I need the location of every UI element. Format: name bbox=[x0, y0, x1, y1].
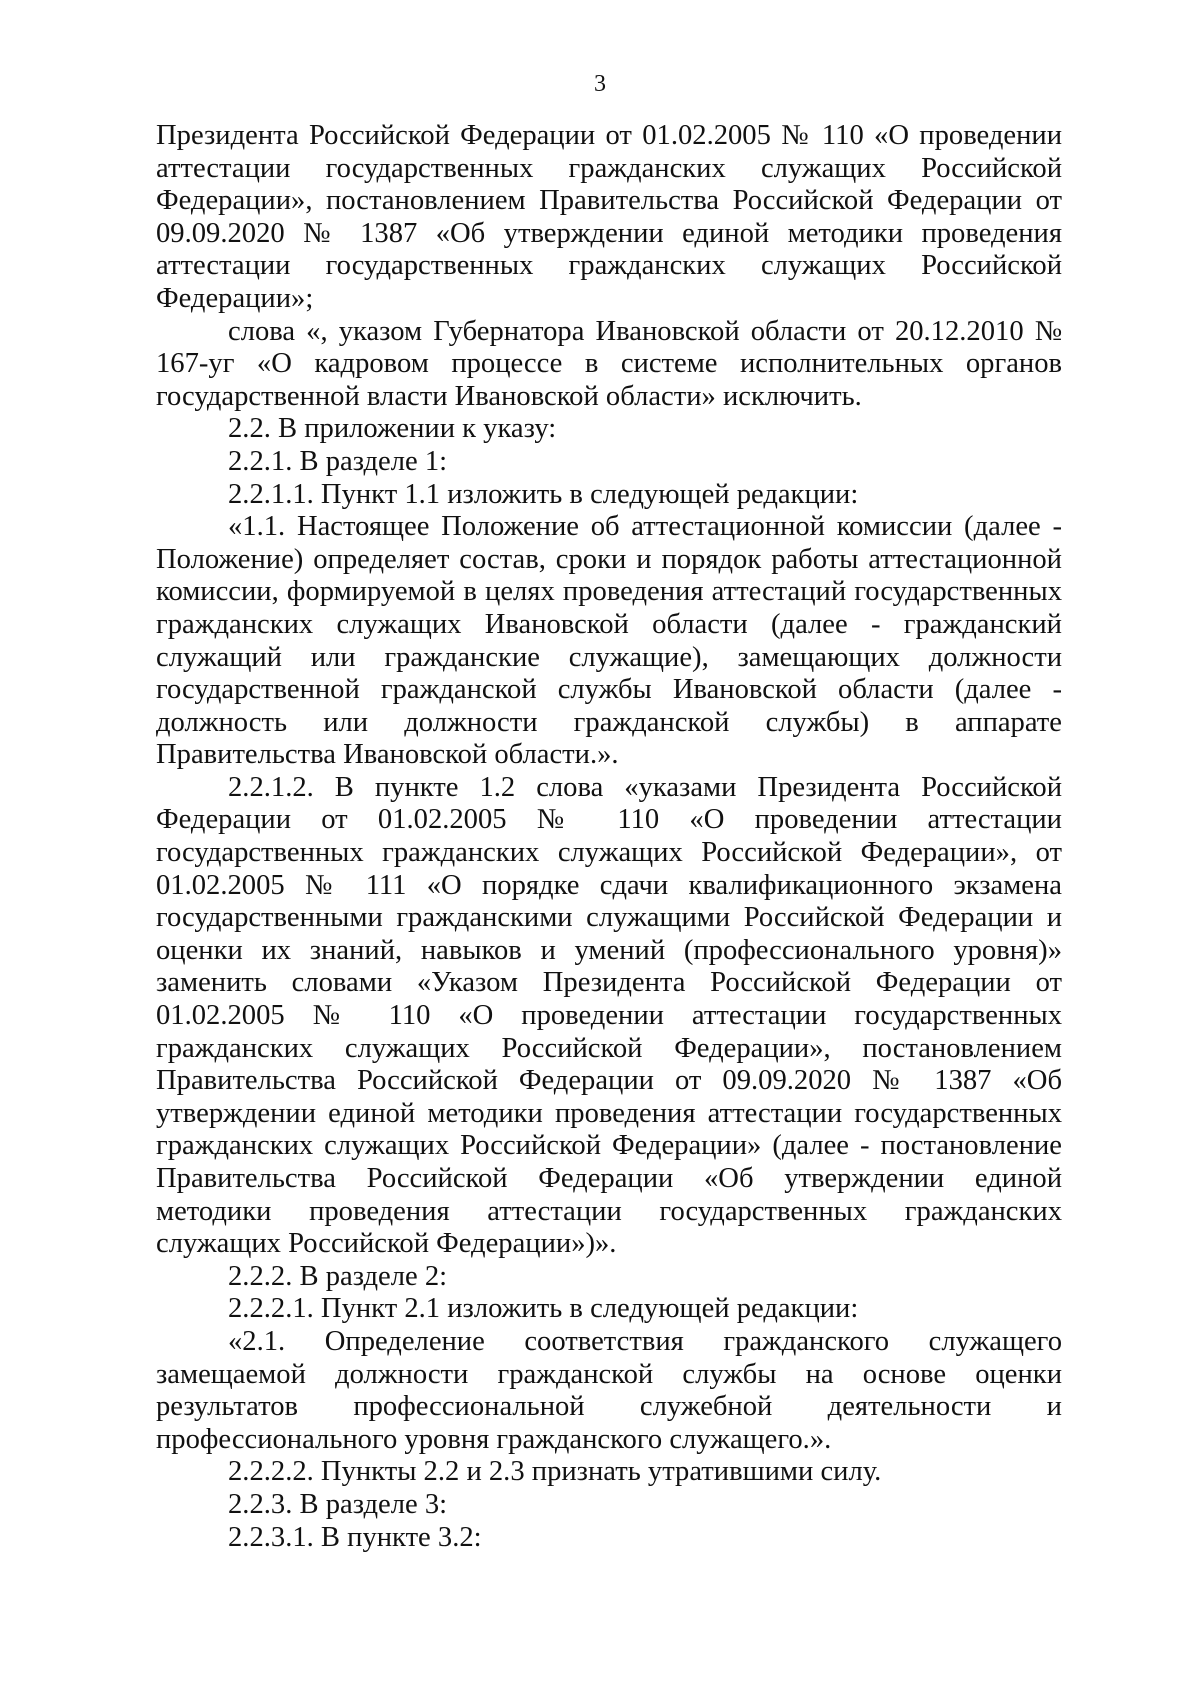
paragraph-12: 2.2.3. В разделе 3: bbox=[228, 1488, 448, 1520]
paragraph-3: 2.2. В приложении к указу: bbox=[228, 413, 557, 445]
paragraph-6: «1.1. Настоящее Положение об аттестационной комиссии (далее - Положение) определяет состав, сроки и порядок работы аттестационной комиссии, формируемой в целях проведения аттестаций государственных гражданских служащих Ивановской области (далее - гражданский служащий или гражданские служащие), замещающих должности государственной гражданской службы Ивановской области (далее - должность или должности гражданской службы) в аппарате Правительства Ивановской области.». bbox=[156, 511, 1062, 771]
paragraph-1: Президента Российской Федерации от 01.02.2005 № 110 «О проведении аттестации государственных гражданских служащих Российской Федерации», постановлением Правительства Российской Федерации от 09.09.2020 № 1387 «Об утверждении единой методики проведения аттестации государственных гражданских служащих Российской Федерации»; bbox=[156, 120, 1062, 314]
paragraph-2: слова «, указом Губернатора Ивановской области от 20.12.2010 № 167-уг «О кадровом процессе в системе исполнительных органов государственной власти Ивановской области» исключить. bbox=[156, 315, 1062, 412]
paragraph-7: 2.2.1.2. В пункте 1.2 слова «указами Президента Российской Федерации от 01.02.2005 № 110 «О проведении аттестации государственных гражданских служащих Российской Федерации», от 01.02.2005 № 111 «О порядке сдачи квалификационного экзамена государственными гражданскими служащими Российской Федерации и оценки их знаний, навыков и умений (профессионального уровня)» заменить словами «Указом Президента Российской Федерации от 01.02.2005 № 110 «О проведении аттестации государственных гражданских служащих Российской Федерации», постановлением Правительства Российской Федерации от 09.09.2020 № 1387 «Об утверждении единой методики проведения аттестации государственных гражданских служащих Российской Федерации» (далее - постановление Правительства Российской Федерации «Об утверждении единой методики проведения аттестации государственных гражданских служащих Российской Федерации»)». bbox=[156, 771, 1062, 1260]
paragraph-10: «2.1. Определение соответствия гражданского служащего замещаемой должности гражданской службы на основе оценки результатов профессиональной служебной деятельности и профессионального уровня гражданского служащего.». bbox=[156, 1325, 1062, 1455]
paragraph-5: 2.2.1.1. Пункт 1.1 изложить в следующей редакции: bbox=[228, 478, 859, 510]
paragraph-4: 2.2.1. В разделе 1: bbox=[228, 445, 448, 477]
paragraph-11: 2.2.2.2. Пункты 2.2 и 2.3 признать утратившими силу. bbox=[228, 1456, 882, 1488]
document-body bbox=[156, 120, 1062, 1554]
paragraph-9: 2.2.2.1. Пункт 2.1 изложить в следующей редакции: bbox=[228, 1293, 859, 1325]
page-number: 3 bbox=[594, 71, 606, 97]
paragraph-8: 2.2.2. В разделе 2: bbox=[228, 1260, 448, 1292]
paragraph-13: 2.2.3.1. В пункте 3.2: bbox=[228, 1521, 482, 1553]
